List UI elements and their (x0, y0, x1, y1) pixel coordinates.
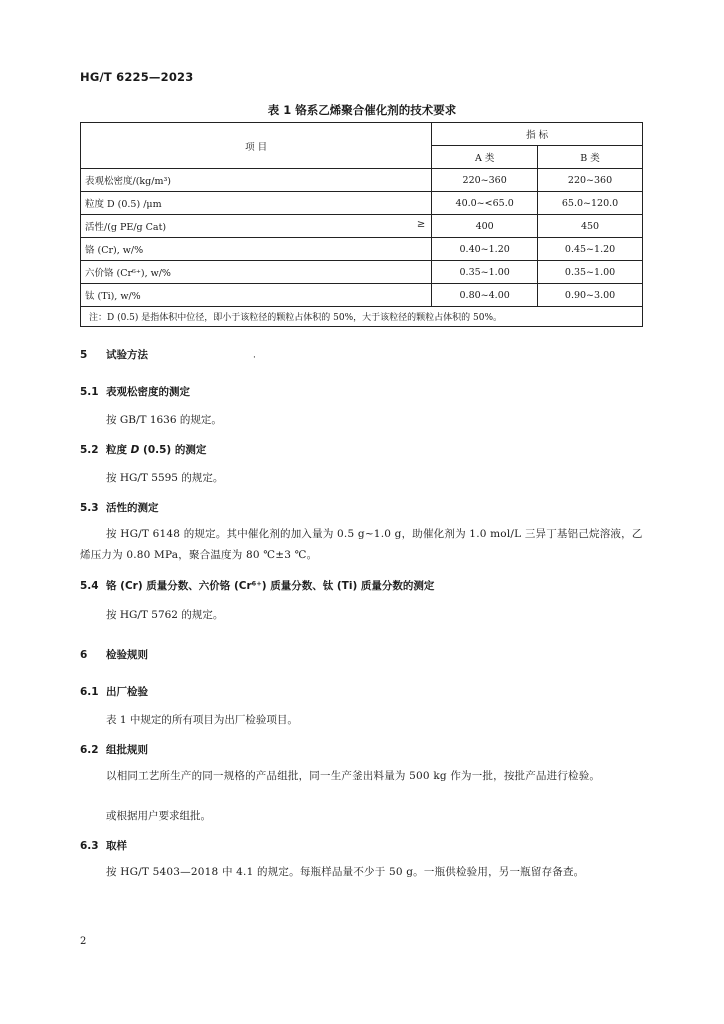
stray-mark: · (253, 353, 256, 363)
table-note: 注：D (0.5) 是指体积中位径，即小于该粒径的颗粒占体积的 50%，大于该粒径的颗粒占体积的 50%。 (81, 307, 643, 327)
value-a: 40.0~<65.0 (432, 192, 538, 215)
section-5-3-body: 按 HG/T 6148 的规定。其中催化剂的加入量为 0.5 g~1.0 g，助催化剂为 1.0 mol/L 三异丁基铝己烷溶液，乙烯压力为 0.80 MPa，聚合温度为 80 ℃±3 ℃。 (80, 528, 643, 561)
table-row (81, 261, 643, 284)
table-row (81, 192, 643, 215)
row-label: 粒度 D (0.5) /μm (85, 199, 162, 210)
section-6-3-body: 按 HG/T 5403—2018 中 4.1 的规定。每瓶样品量不少于 50 g。一瓶供检验用，另一瓶留存备查。 (106, 866, 585, 878)
section-6-1-body: 表 1 中规定的所有项目为出厂检验项目。 (106, 714, 298, 726)
value-a: 0.35~1.00 (432, 261, 538, 284)
table-note-row (81, 307, 643, 327)
document-code: HG/T 6225—2023 (80, 70, 194, 84)
value-b: 0.45~1.20 (538, 238, 643, 261)
section-6-1-heading: 6.1 出厂检验 (80, 686, 148, 698)
section-5-1-body: 按 GB/T 1636 的规定。 (106, 414, 222, 426)
header-class-a: A 类 (432, 146, 538, 169)
row-label: 表观松密度/(kg/m³) (85, 176, 171, 187)
row-label: 六价铬 (Cr⁶⁺), w/% (85, 268, 171, 279)
spec-table (80, 122, 643, 327)
section-6-heading: 6 检验规则 (80, 649, 148, 661)
section-6-3-heading: 6.3 取样 (80, 840, 127, 852)
comparison-sign: ≥ (416, 219, 426, 230)
section-5-4-body: 按 HG/T 5762 的规定。 (106, 609, 224, 621)
section-5-4-heading: 5.4 铬 (Cr) 质量分数、六价铬 (Cr⁶⁺) 质量分数、钛 (Ti) 质量分数的测定 (80, 580, 435, 592)
section-6-2-body: 以相同工艺所生产的同一规格的产品组批，同一生产釜出料量为 500 kg 作为一批，按批产品进行检验。 (106, 770, 601, 782)
section-5-1-heading: 5.1 表观松密度的测定 (80, 386, 190, 398)
row-label: 活性/(g PE/g Cat) (85, 222, 167, 233)
value-b: 220~360 (538, 169, 643, 192)
table-header-row (81, 123, 643, 146)
value-a: 0.80~4.00 (432, 284, 538, 307)
section-5-2-body: 按 HG/T 5595 的规定。 (106, 472, 224, 484)
section-5-heading: 5 试验方法 (80, 349, 148, 361)
table-row (81, 238, 643, 261)
page-number: 2 (80, 936, 87, 947)
row-label: 铬 (Cr), w/% (85, 245, 144, 256)
value-b: 450 (538, 215, 643, 238)
value-b: 0.35~1.00 (538, 261, 643, 284)
section-5-3-heading: 5.3 活性的测定 (80, 502, 159, 514)
table-caption: 表 1 铬系乙烯聚合催化剂的技术要求 (267, 103, 457, 117)
section-6-2-body-extra: 或根据用户要求组批。 (106, 810, 211, 822)
value-a: 220~360 (432, 169, 538, 192)
value-b: 0.90~3.00 (538, 284, 643, 307)
value-a: 400 (432, 215, 538, 238)
table-row (81, 169, 643, 192)
header-class-b: B 类 (538, 146, 643, 169)
table-row (81, 284, 643, 307)
value-b: 65.0~120.0 (538, 192, 643, 215)
table-row (81, 215, 643, 238)
section-6-2-heading: 6.2 组批规则 (80, 744, 148, 756)
value-a: 0.40~1.20 (432, 238, 538, 261)
section-5-2-heading: 5.2 粒度 D (0.5) 的测定 (80, 444, 207, 456)
header-index: 指 标 (432, 123, 643, 146)
header-item: 项 目 (81, 123, 432, 169)
row-label: 钛 (Ti), w/% (85, 291, 141, 302)
